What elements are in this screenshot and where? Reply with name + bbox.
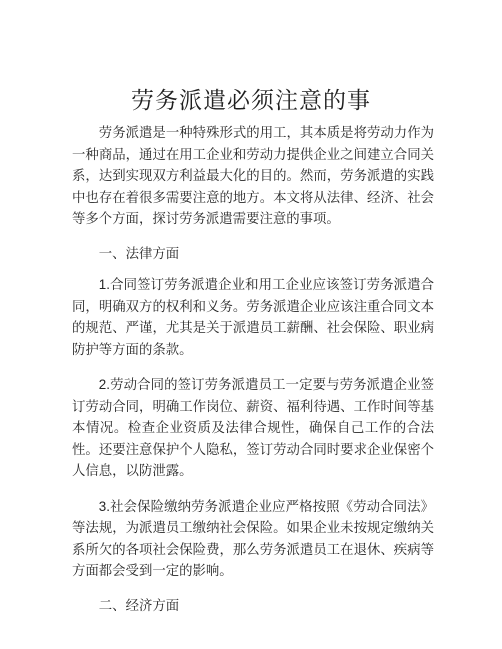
item-number: 1.: [98, 277, 110, 292]
section-heading-legal: 一、法律方面: [98, 246, 180, 262]
legal-item-1: [72, 274, 434, 361]
item-text: 合同签订劳务派遣企业和用工企业应该签订劳务派遣合同，明确双方的权利和义务。劳务派遣企业应该注重合同文本的规范、严谨，尤其是关于派遣员工薪酬、社会保险、职业病防护等方面的条款。: [72, 278, 434, 358]
item-number: 2.: [98, 377, 110, 392]
page-title: 劳务派遣必须注意的事: [131, 88, 371, 114]
intro-paragraph: 劳务派遣是一种特殊形式的用工，其本质是将劳动力作为一种商品，通过在用工企业和劳动力提供企业之间建立合同关系，达到实现双方利益最大化的目的。然而，劳务派遣的实践中也存在着很多需要注意的地方。本文将从法律、经济、社会等多个方面，探讨劳务派遣需要注意的事项。: [72, 126, 434, 227]
item-text: 社会保险缴纳劳务派遣企业应严格按照《劳动合同法》等法规，为派遣员工缴纳社会保险。如果企业未按规定缴纳关系所欠的各项社会保险费，那么劳务派遣员工在退休、疾病等方面都会受到一定的影响。: [72, 499, 434, 579]
item-text: 劳动合同的签订劳务派遣员工一定要与劳务派遣企业签订劳动合同，明确工作岗位、薪资、福利待遇、工作时间等基本情况。检查企业资质及法律合规性，确保自己工作的合法性。还要注意保护个人隐私，签订劳动合同时要求企业保密个人信息，以防泄露。: [72, 378, 434, 479]
legal-item-2: [72, 374, 434, 483]
item-number: 3.: [98, 498, 110, 514]
section-heading-economic: 二、经济方面: [98, 598, 180, 614]
document-body: [72, 123, 434, 626]
legal-item-3: [72, 496, 434, 583]
